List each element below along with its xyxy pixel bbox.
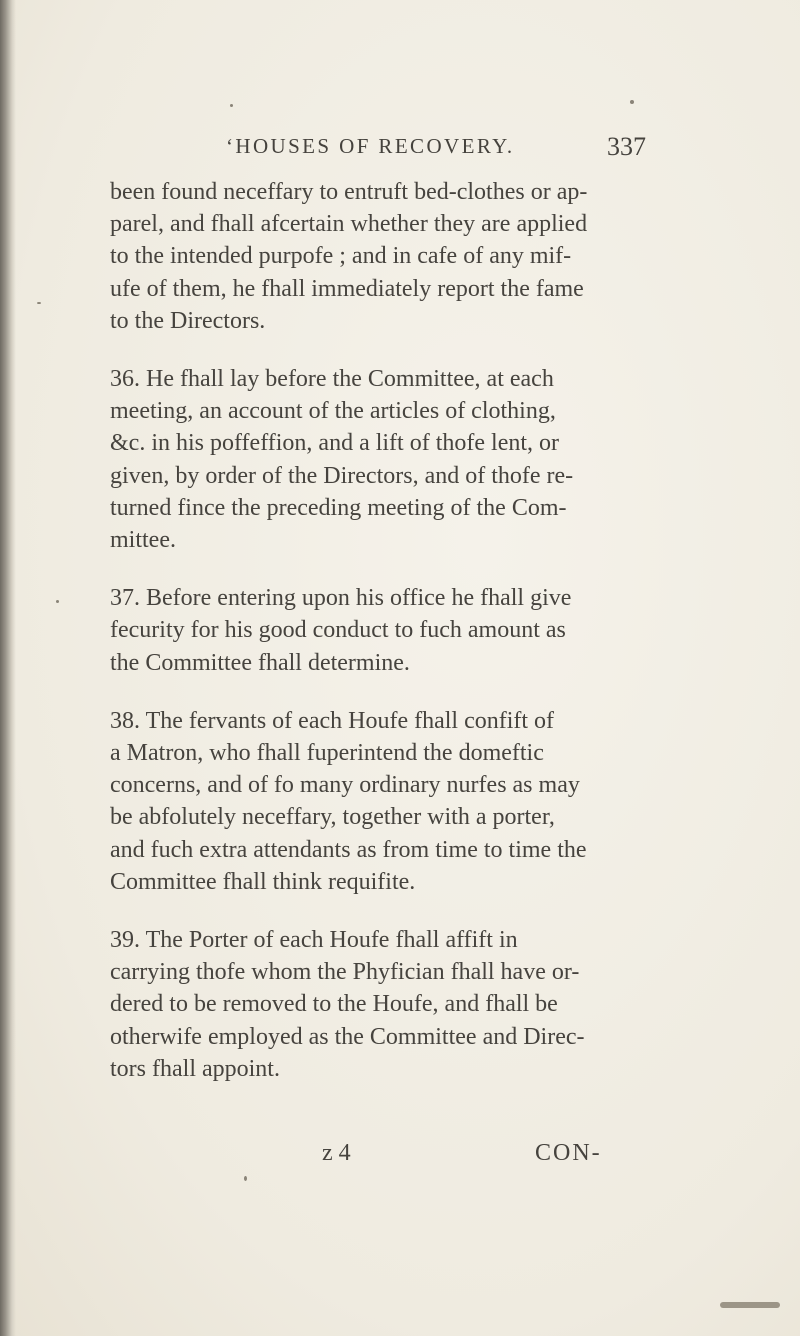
- text-line: 37. Before entering upon his office he fhall give: [110, 585, 572, 612]
- text-line: the Committee fhall determine.: [110, 649, 410, 676]
- paragraph-39: [110, 924, 700, 1085]
- text-line: carrying thofe whom the Phyfician fhall have or-: [110, 959, 580, 986]
- paper-speck: [230, 104, 233, 107]
- text-line: been found neceffary to entruft bed-clothes or ap-: [110, 179, 588, 205]
- running-head: ‘HOUSES OF RECOVERY.: [226, 134, 515, 158]
- signature-mark: z 4: [322, 1140, 351, 1166]
- text-line: tors fhall appoint.: [110, 1055, 280, 1082]
- text-line: be abfolutely neceffary, together with a porter,: [110, 804, 555, 831]
- text-line: parel, and fhall afcertain whether they are applied: [110, 211, 588, 238]
- text-line: &c. in his poffeffion, and a lift of thofe lent, or: [110, 430, 560, 457]
- text-line: concerns, and of fo many ordinary nurfes as may: [110, 772, 580, 799]
- text-line: Committee fhall think requifite.: [110, 868, 416, 895]
- text-line: given, by order of the Directors, and of thofe re-: [110, 462, 574, 489]
- text-line: to the Directors.: [110, 307, 266, 334]
- text-line: turned fince the preceding meeting of the Com-: [110, 494, 567, 521]
- page-header: [226, 134, 646, 164]
- paragraph-continuation: [110, 176, 700, 337]
- text-line: dered to be removed to the Houfe, and fhall be: [110, 991, 558, 1018]
- text-line: ufe of them, he fhall immediately report the fame: [110, 275, 584, 302]
- paper-speck: [720, 1302, 780, 1308]
- paragraph-36: [110, 363, 700, 556]
- page-number: 337: [607, 132, 646, 161]
- text-line: meeting, an account of the articles of clothing,: [110, 398, 556, 425]
- text-line: and fuch extra attendants as from time to time the: [110, 836, 587, 863]
- text-line: mittee.: [110, 527, 176, 554]
- text-line: 38. The fervants of each Houfe fhall confift of: [110, 707, 555, 734]
- text-line: otherwife employed as the Committee and Direc-: [110, 1023, 585, 1050]
- binding-edge: [0, 0, 16, 1336]
- paper-speck: [244, 1176, 247, 1181]
- text-line: a Matron, who fhall fuperintend the domeftic: [110, 740, 544, 767]
- paragraph-38: [110, 705, 700, 898]
- catchword: CON-: [535, 1140, 602, 1166]
- paper-speck: [630, 100, 634, 104]
- page-footer: [110, 1140, 700, 1174]
- text-line: 36. He fhall lay before the Committee, at each: [110, 366, 554, 393]
- text-line: fecurity for his good conduct to fuch amount as: [110, 617, 566, 644]
- paper-speck: [56, 600, 59, 603]
- text-line: to the intended purpofe ; and in cafe of any mif-: [110, 243, 572, 270]
- body-text: [110, 176, 700, 1085]
- text-line: 39. The Porter of each Houfe fhall affift in: [110, 927, 518, 954]
- paragraph-37: [110, 582, 700, 679]
- paper-speck: [37, 302, 41, 304]
